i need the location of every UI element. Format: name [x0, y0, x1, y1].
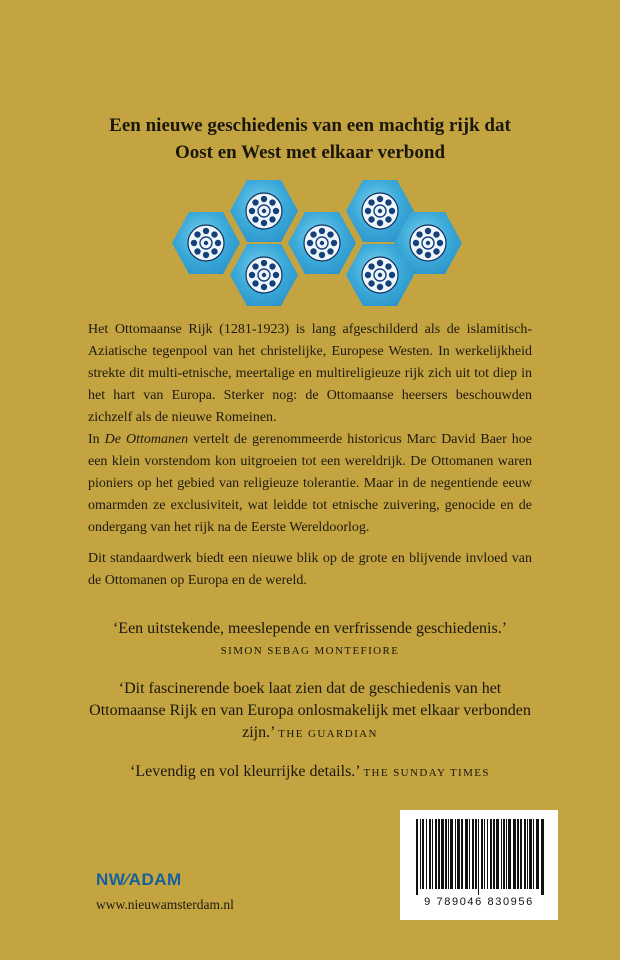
barcode-bar [501, 819, 502, 889]
quote-text: ‘Dit fascinerende boek laat zien dat de geschiedenis van het Ottomaanse Rijk en van Europa onlosmakelijk met elkaar verbonden zijn.’ [89, 680, 531, 741]
barcode-bar [484, 819, 485, 889]
barcode-bar [536, 819, 539, 889]
barcode-bar [481, 819, 483, 889]
barcode-bar [487, 819, 488, 889]
barcode-bar [461, 819, 463, 889]
blurb-text [88, 429, 532, 539]
book-title: De Ottomanen [104, 432, 189, 447]
blurb-text-intro: In [88, 432, 105, 447]
barcode-bar [420, 819, 421, 889]
barcode-bar [472, 819, 474, 889]
isbn-barcode [400, 810, 558, 920]
publisher-logo: NW⁄ADAM [96, 870, 182, 889]
barcode-bar [455, 819, 456, 889]
headline-line-1: Een nieuwe geschiedenis van een machtig rijk dat [109, 115, 511, 136]
tile-icon [230, 178, 298, 244]
barcode-bar [490, 819, 492, 889]
quote-source: THE SUNDAY TIMES [363, 767, 490, 779]
tile-icon [288, 210, 356, 276]
barcode-bar [529, 819, 532, 889]
tile-icon [230, 242, 298, 308]
isbn-number: 9 789046 830956 [424, 896, 534, 908]
quote-text: ‘Een uitstekende, meeslepende en verfrissende geschiedenis.’ [112, 620, 508, 637]
barcode-icon [412, 819, 546, 895]
blurb-text: Dit standaardwerk biedt een nieuwe blik op de grote en blijvende invloed van de Ottomanen op Europa en de wereld. [88, 551, 532, 588]
review-quote [88, 618, 532, 662]
barcode-bar [503, 819, 505, 889]
barcode-bar [432, 819, 433, 889]
quote-source: SIMON SEBAG MONTEFIORE [220, 645, 400, 657]
headline [0, 112, 620, 166]
barcode-bar [508, 819, 511, 889]
review-quote [88, 678, 532, 745]
quote-source: THE GUARDIAN [278, 728, 378, 740]
blurb-paragraph-2 [88, 429, 532, 539]
barcode-bar [513, 819, 516, 889]
barcode-bar [448, 819, 449, 889]
barcode-bar [524, 819, 526, 889]
barcode-bar [520, 819, 522, 889]
barcode-bar [457, 819, 460, 889]
barcode-bar [527, 819, 528, 889]
barcode-bar [506, 819, 507, 889]
blurb-paragraph-3 [88, 548, 532, 592]
barcode-bar [441, 819, 444, 889]
publisher-website: www.nieuwamsterdam.nl [96, 897, 234, 912]
barcode-bar [493, 819, 495, 889]
barcode-bar [416, 819, 418, 895]
barcode-bar [438, 819, 440, 889]
barcode-bar [496, 819, 499, 889]
barcode-bar [435, 819, 437, 889]
barcode-bar [469, 819, 470, 889]
barcode-bar [450, 819, 453, 889]
barcode-bar [422, 819, 424, 889]
barcode-bar [445, 819, 447, 889]
quote-text: ‘Levendig en vol kleurrijke details.’ [130, 763, 360, 780]
tile-icon [172, 210, 240, 276]
review-quote [88, 761, 532, 784]
barcode-bar [517, 819, 519, 889]
barcode-bar [541, 819, 544, 895]
ottoman-tiles-decoration [172, 178, 462, 308]
barcode-bar [426, 819, 427, 889]
barcode-bar [429, 819, 431, 889]
barcode-bar [475, 819, 477, 889]
barcode-bar [465, 819, 468, 889]
blurb-paragraph-1 [88, 319, 532, 429]
blurb-text: Het Ottomaanse Rijk (1281-1923) is lang afgeschilderd als de islamitisch-Aziatische tegenpool van het christelijke, Europese Westen. In werkelijkheid strekte dit multi-etnische, meertalige en multireligieuze rijk zich uit tot diep in het hart van Europa. Sterker nog: de Ottomaanse heersers beschouwden zichzelf als de nieuwe Romeinen. [88, 322, 532, 425]
barcode-bar [478, 819, 479, 895]
blurb-text-body: vertelt de gerenommeerde historicus Marc David Baer hoe een klein vorstendom kon uitgroeien tot een wereldrijk. De Ottomanen waren pioniers op het gebied van religieuze tolerantie. Maar in de negentiende eeuw omarmden ze exclusiviteit, wat leidde tot etnische zuivering, genocide en de ondergang van het rijk na de Eerste Wereldoorlog. [88, 432, 533, 535]
headline-line-2: Oost en West met elkaar verbond [174, 142, 446, 163]
barcode-bar [533, 819, 534, 889]
